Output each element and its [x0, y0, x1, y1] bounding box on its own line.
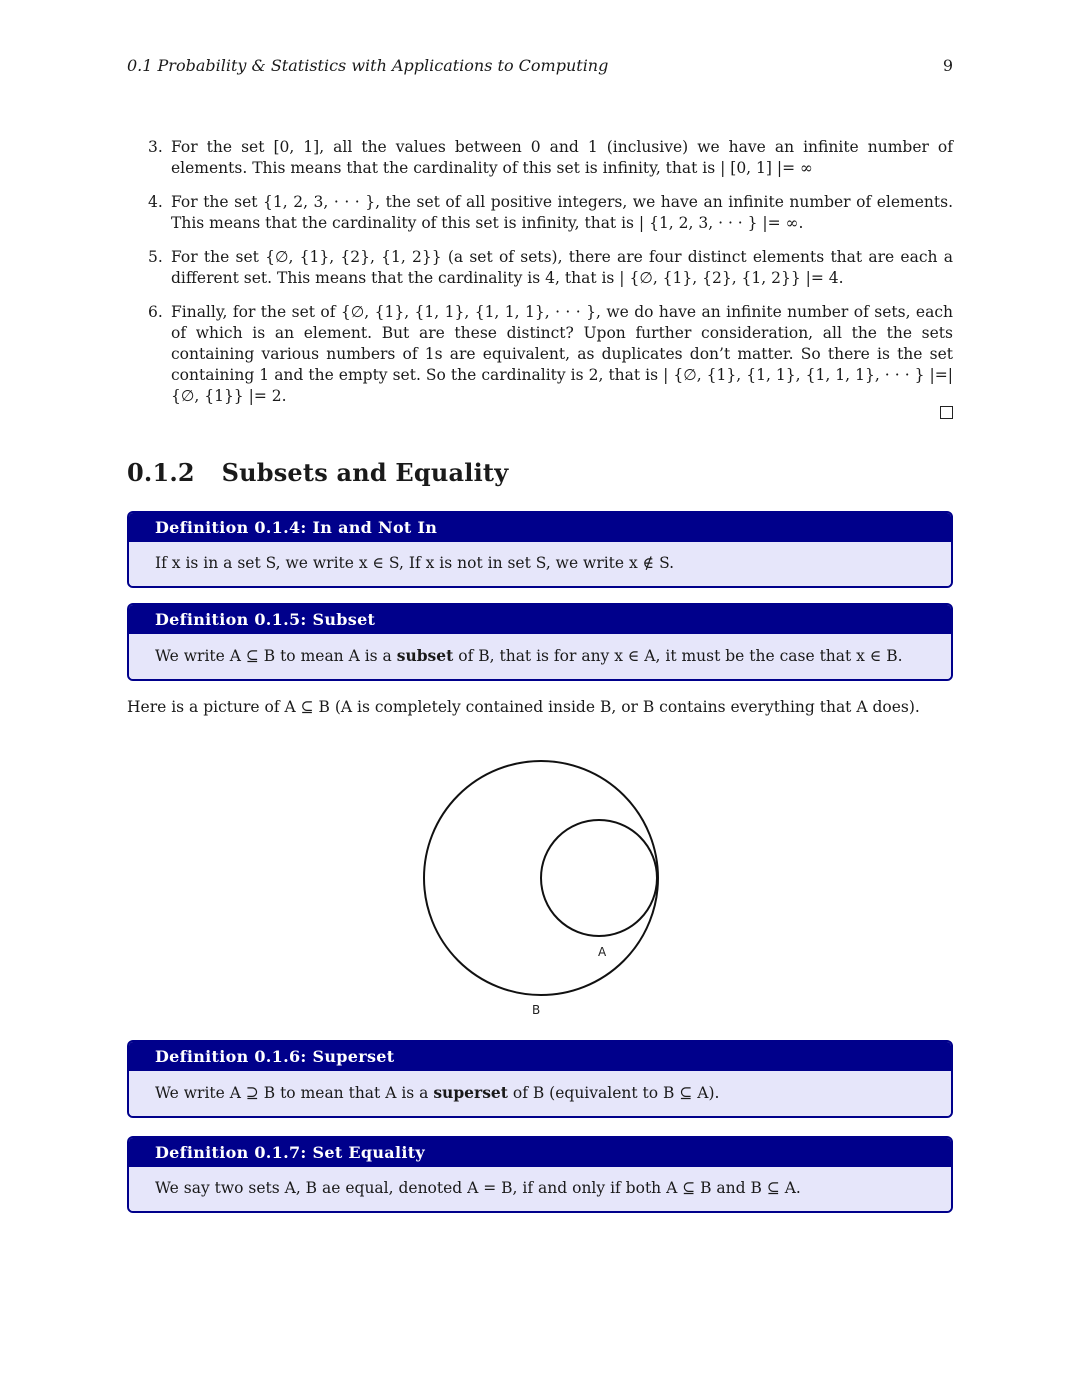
- list-item-number: 6.: [148, 303, 163, 321]
- definition-text: We write A ⊆ B to mean A is a: [155, 647, 397, 665]
- definition-text: We say two sets A, B ae equal, denoted A = B, if and only if both A ⊆ B and B ⊆ A.: [155, 1179, 801, 1197]
- list-item-number: 3.: [148, 138, 163, 156]
- definition-box-superset: [127, 1040, 953, 1118]
- list-item-number: 5.: [148, 248, 163, 266]
- list-item-text: For the set {∅, {1}, {2}, {1, 2}} (a set of sets), there are four distinct elements that are each a different set. This means that the cardinality is 4, that is | {∅, {1}, {2}, {1, 2}} |= 4.: [171, 248, 953, 287]
- set-a-label: A: [598, 945, 607, 959]
- running-title: 0.1 Probability & Statistics with Applications to Computing: [127, 56, 609, 75]
- page-number: 9: [942, 56, 953, 75]
- list-item-text: For the set {1, 2, 3, · · · }, the set of all positive integers, we have an infinite number of elements. This means that the cardinality of this set is infinity, that is | {1, 2, 3, · · · } |= ∞.: [171, 193, 953, 232]
- list-item-text: For the set [0, 1], all the values between 0 and 1 (inclusive) we have an infinite number of elements. This means that the cardinality of this set is infinity, that is | [0, 1] |= ∞: [171, 138, 953, 177]
- section-title: Subsets and Equality: [221, 458, 509, 487]
- definition-body: [129, 1071, 951, 1116]
- definition-text: of B (equivalent to B ⊆ A).: [507, 1084, 720, 1102]
- definition-text: We write A ⊇ B to mean that A is a: [155, 1084, 434, 1102]
- definition-title: Definition 0.1.6: Superset: [129, 1042, 951, 1071]
- definition-term: subset: [396, 646, 454, 665]
- definition-box-set-equality: [127, 1136, 953, 1213]
- list-item-text: Finally, for the set of {∅, {1}, {1, 1}, {1, 1, 1}, · · · }, we do have an infinite number of sets, each of which is an element. But are these distinct? Upon further consideration, all the the sets containing various numbers of 1s are equivalent, as duplicates don’t matter. So there is the set containing 1 and the empty set. So the cardinality is 2, that is | {∅, {1}, {1, 1}, {1, 1, 1}, · · · } |=| {∅, {1}} |= 2.: [171, 303, 953, 405]
- definition-term: superset: [433, 1083, 508, 1102]
- definition-title: Definition 0.1.4: In and Not In: [129, 513, 951, 542]
- definition-title: Definition 0.1.7: Set Equality: [129, 1138, 951, 1167]
- definition-title: Definition 0.1.5: Subset: [129, 605, 951, 634]
- list-item-number: 4.: [148, 193, 163, 211]
- definition-body: [129, 1167, 951, 1211]
- set-b-label: B: [532, 1003, 541, 1017]
- body-paragraph: Here is a picture of A ⊆ B (A is completely contained inside B, or B contains everything that A does).: [127, 698, 920, 716]
- definition-text: If x is in a set S, we write x ∈ S, If x is not in set S, we write x ∉ S.: [155, 554, 675, 572]
- set-a-circle: [541, 820, 657, 936]
- section-number: 0.1.2: [127, 458, 195, 487]
- definition-text: of B, that is for any x ∈ A, it must be the case that x ∈ B.: [453, 647, 903, 665]
